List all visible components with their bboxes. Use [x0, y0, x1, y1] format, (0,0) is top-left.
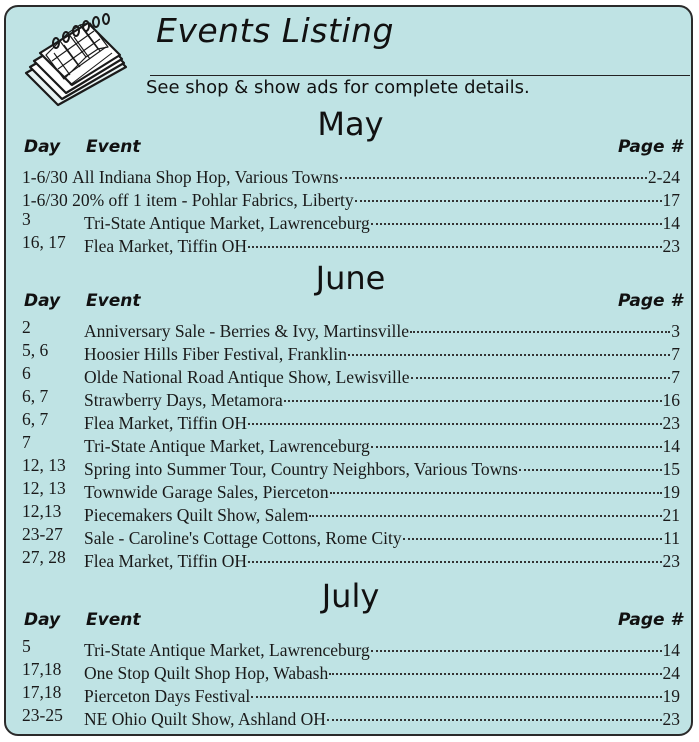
- event-day: 5, 6: [22, 340, 49, 360]
- event-page: 23: [662, 413, 680, 433]
- month-heading-may: May: [317, 105, 384, 143]
- event-page: 7: [671, 367, 680, 387]
- event-day: 1-6/30: [22, 167, 73, 187]
- event-day: 6, 7: [22, 409, 49, 429]
- event-row: [22, 682, 680, 706]
- event-day: 12, 13: [22, 478, 66, 498]
- event-page: 23: [662, 709, 680, 729]
- column-header-day: Day: [24, 137, 61, 157]
- dot-leader: [355, 186, 662, 206]
- event-title: All Indiana Shop Hop, Various Towns: [72, 167, 339, 187]
- dot-leader: [327, 705, 662, 725]
- event-page: 21: [662, 505, 680, 525]
- column-header-event: Event: [86, 137, 141, 157]
- event-row: [22, 547, 680, 571]
- event-title: Townwide Garage Sales, Pierceton: [84, 482, 329, 502]
- dot-leader: [309, 501, 661, 521]
- event-title: NE Ohio Quilt Show, Ashland OH: [84, 709, 326, 729]
- event-row: [22, 186, 680, 210]
- event-page: 19: [662, 482, 680, 502]
- dot-leader: [340, 163, 647, 183]
- event-title: Olde National Road Antique Show, Lewisville: [84, 367, 410, 387]
- event-day: 1-6/30: [22, 190, 73, 210]
- dot-leader: [403, 524, 663, 544]
- event-title: Spring into Summer Tour, Country Neighbors, Various Towns: [84, 459, 518, 479]
- event-page: 2-24: [647, 167, 680, 187]
- dot-leader: [371, 432, 662, 452]
- event-day: 27, 28: [22, 547, 66, 567]
- event-page: 3: [671, 321, 680, 341]
- event-row: [22, 501, 680, 525]
- event-day: 16, 17: [22, 232, 66, 252]
- event-row: [22, 409, 680, 433]
- event-row: [22, 317, 680, 341]
- event-page: 23: [662, 551, 680, 571]
- event-title: One Stop Quilt Shop Hop, Wabash: [84, 663, 329, 683]
- event-title: Sale - Caroline's Cottage Cottons, Rome City: [84, 528, 402, 548]
- event-page: 7: [671, 344, 680, 364]
- event-row: [22, 524, 680, 548]
- column-header-event: Event: [86, 291, 141, 311]
- dot-leader: [371, 209, 662, 229]
- event-page: 14: [662, 213, 680, 233]
- event-day: 7: [22, 432, 31, 452]
- event-day: 2: [22, 317, 31, 337]
- event-title: Flea Market, Tiffin OH: [84, 236, 248, 256]
- event-row: [22, 209, 680, 233]
- event-row: [22, 636, 680, 660]
- event-row: [22, 455, 680, 479]
- dot-leader: [251, 682, 661, 702]
- event-row: [22, 659, 680, 683]
- event-page: 11: [663, 528, 680, 548]
- event-row: [22, 163, 680, 187]
- event-row: [22, 340, 680, 364]
- title-divider: [150, 75, 690, 76]
- event-day: 6, 7: [22, 386, 49, 406]
- dot-leader: [284, 386, 662, 406]
- month-heading-july: July: [321, 577, 380, 615]
- event-day: 23-27: [22, 524, 63, 544]
- event-title: Hoosier Hills Fiber Festival, Franklin: [84, 344, 347, 364]
- event-page: 15: [662, 459, 680, 479]
- event-row: [22, 386, 680, 410]
- dot-leader: [410, 317, 670, 337]
- dot-leader: [519, 455, 662, 475]
- event-day: 23-25: [22, 705, 63, 725]
- dot-leader: [329, 659, 661, 679]
- events-listing-panel: [4, 5, 693, 736]
- dot-leader: [248, 232, 661, 252]
- dot-leader: [371, 636, 662, 656]
- event-title: Piecemakers Quilt Show, Salem: [84, 505, 309, 525]
- event-day: 5: [22, 636, 31, 656]
- event-row: [22, 432, 680, 456]
- dot-leader: [248, 547, 661, 567]
- dot-leader: [248, 409, 661, 429]
- event-title: Tri-State Antique Market, Lawrenceburg: [84, 640, 370, 660]
- event-page: 14: [662, 436, 680, 456]
- column-header-page: Page #: [618, 291, 683, 311]
- event-title: Flea Market, Tiffin OH: [84, 413, 248, 433]
- column-header-day: Day: [24, 291, 61, 311]
- event-page: 24: [662, 663, 680, 683]
- event-title: Flea Market, Tiffin OH: [84, 551, 248, 571]
- event-page: 14: [662, 640, 680, 660]
- event-page: 17: [662, 190, 680, 210]
- event-day: 6: [22, 363, 31, 383]
- event-page: 23: [662, 236, 680, 256]
- event-title: Tri-State Antique Market, Lawrenceburg: [84, 436, 370, 456]
- column-header-page: Page #: [618, 610, 683, 630]
- event-title: 20% off 1 item - Pohlar Fabrics, Liberty: [72, 190, 354, 210]
- event-day: 17,18: [22, 682, 62, 702]
- column-header-event: Event: [86, 610, 141, 630]
- event-day: 12, 13: [22, 455, 66, 475]
- subtitle: See shop & show ads for complete details.: [146, 77, 530, 98]
- dot-leader: [411, 363, 671, 383]
- page-title: Events Listing: [156, 11, 394, 50]
- event-row: [22, 363, 680, 387]
- dot-leader: [348, 340, 670, 360]
- column-header-page: Page #: [618, 137, 683, 157]
- event-row: [22, 478, 680, 502]
- event-title: Anniversary Sale - Berries & Ivy, Martinsville: [84, 321, 409, 341]
- month-heading-june: June: [315, 259, 386, 297]
- column-header-day: Day: [24, 610, 61, 630]
- event-page: 16: [662, 390, 680, 410]
- event-day: 17,18: [22, 659, 62, 679]
- event-title: Pierceton Days Festival: [84, 686, 251, 706]
- event-title: Tri-State Antique Market, Lawrenceburg: [84, 213, 370, 233]
- event-row: [22, 232, 680, 256]
- calendar-icon: [20, 13, 132, 113]
- event-day: 12,13: [22, 501, 62, 521]
- event-page: 19: [662, 686, 680, 706]
- dot-leader: [330, 478, 662, 498]
- event-title: Strawberry Days, Metamora: [84, 390, 283, 410]
- event-day: 3: [22, 209, 31, 229]
- event-row: [22, 705, 680, 729]
